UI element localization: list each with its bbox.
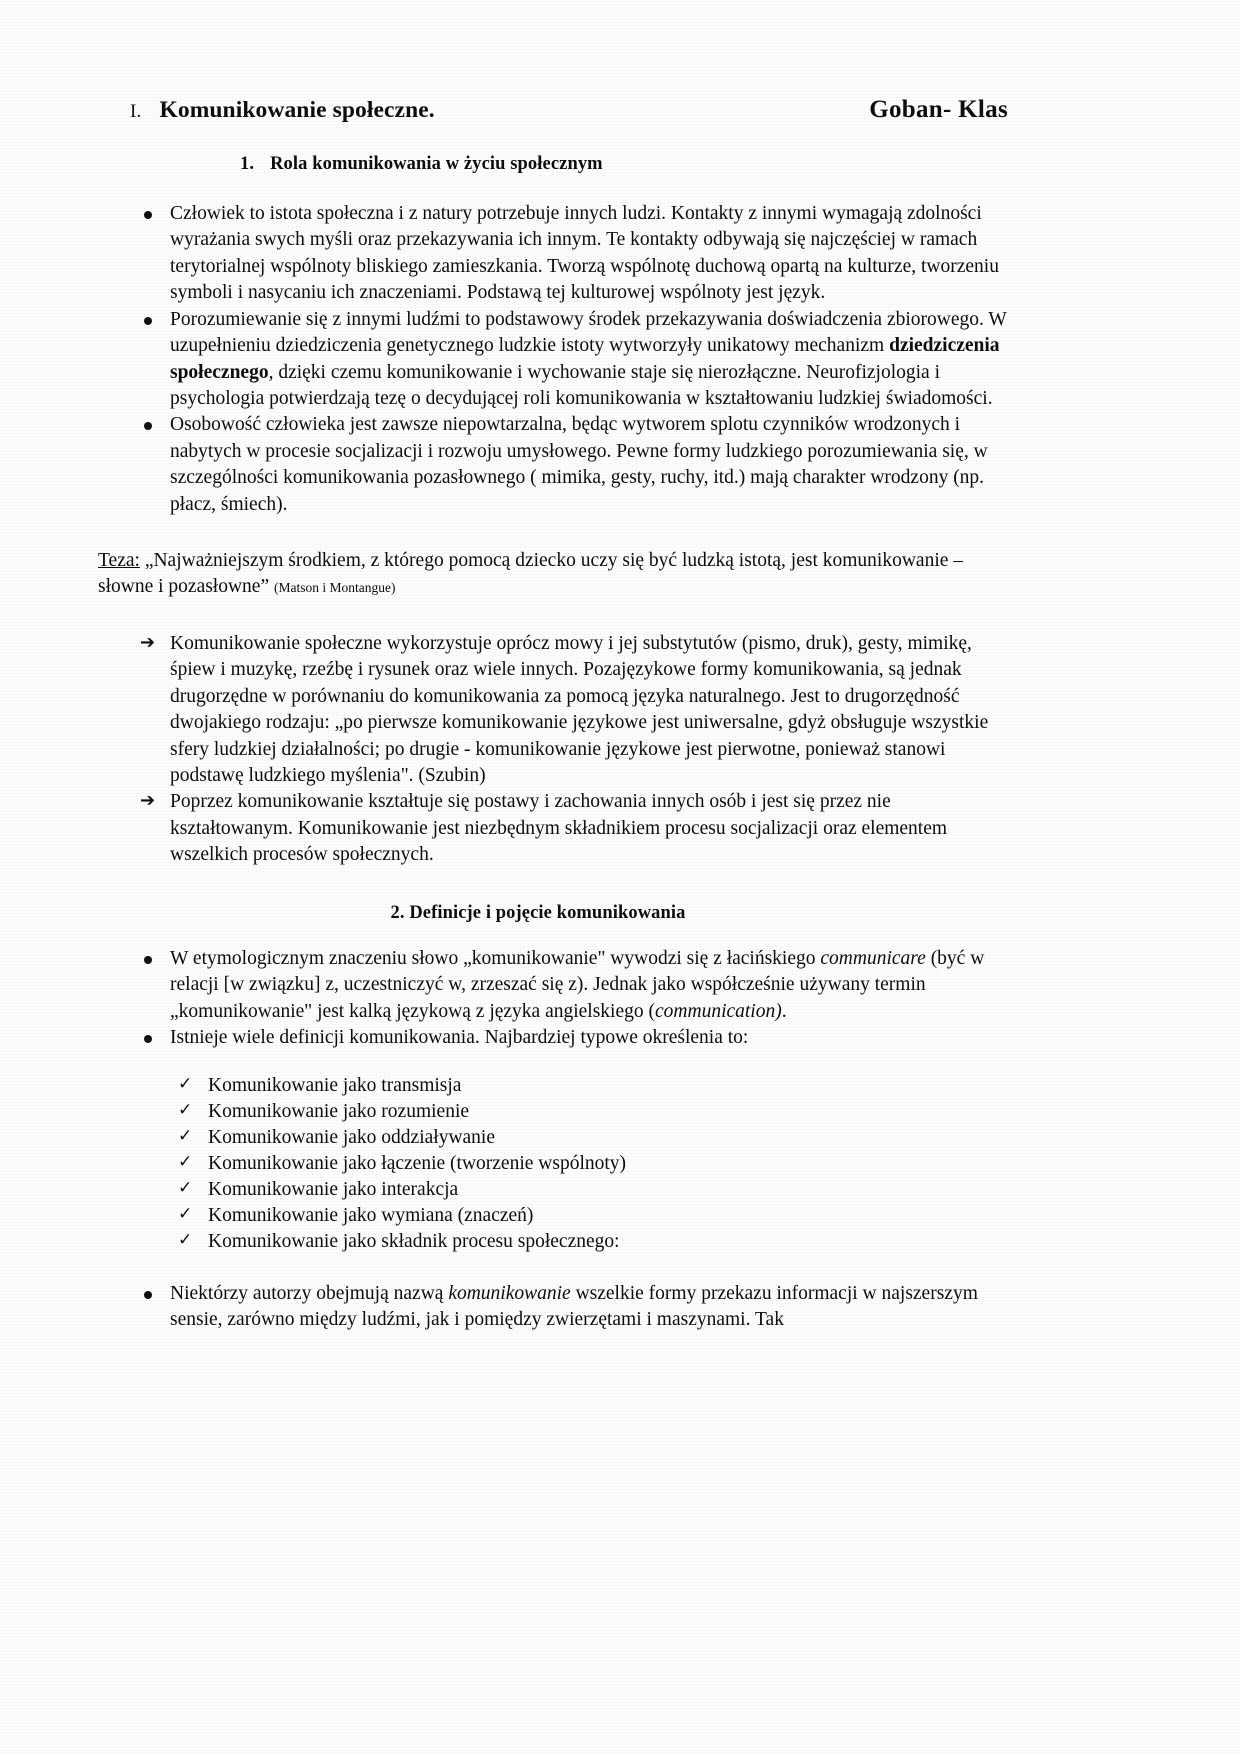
text-run: communicare — [820, 947, 926, 969]
list-item — [98, 1151, 1018, 1177]
text-run: Istnieje wiele definicji komunikowania. Najbardziej typowe określenia to: — [170, 1026, 749, 1048]
page-title: Komunikowanie społeczne. — [159, 97, 435, 123]
bullet-list-1 — [98, 201, 1018, 518]
document-content — [98, 96, 1018, 1334]
author-name: Goban- Klas — [869, 96, 1008, 123]
text-run: Osobowość człowieka jest zawsze niepowtarzalna, będąc wytworem splotu czynników wrodzonych i nabytych w procesie socjalizacji i rozwoju umysłowego. Pewne formy ludzkiego porozumiewania się, w szczególności komunikowania pozasłownego ( mimika, gesty, ruchy, itd.) mają charakter wrodzony (np. płacz, śmiech). — [170, 414, 988, 515]
list-item-text: Komunikowanie jako łączenie (tworzenie wspólnoty) — [208, 1153, 627, 1175]
section-1-number: 1. — [240, 154, 255, 174]
text-run: komunikowanie — [448, 1282, 571, 1304]
list-item — [98, 1073, 1018, 1099]
thesis-paragraph — [98, 548, 1018, 601]
text-run: W etymologicznym znaczeniu słowo „komunikowanie" wywodzi się z łacińskiego — [170, 947, 821, 969]
arrow-list — [98, 631, 1018, 869]
text-run: dziedziczenia społecznego — [170, 335, 1000, 383]
document-header — [98, 96, 1018, 124]
check-icon: ✓ — [178, 1100, 193, 1121]
list-item — [98, 1099, 1018, 1125]
list-item — [98, 412, 1018, 518]
text-run: Niektórzy autorzy obejmują nazwą — [170, 1282, 449, 1304]
arrow-right-icon: ➔ — [140, 790, 156, 812]
thesis-label: Teza: — [98, 550, 140, 572]
text-run: wszelkie formy przekazu informacji w najszerszym sensie, zarówno między ludźmi, jak i pomiędzy zwierzętami i maszynami. Tak — [170, 1282, 978, 1331]
text-run: , dzięki czemu komunikowanie i wychowanie staje się nierozłączne. Neurofizjologia i psychologia potwierdzają tezę o decydującej roli komunikowania w kształtowaniu ludzkiej świadomości. — [170, 361, 993, 409]
list-item — [98, 307, 1018, 413]
check-icon: ✓ — [178, 1152, 193, 1173]
bullet-list-3 — [98, 1281, 1018, 1334]
list-item — [98, 631, 1018, 790]
chapter-heading — [98, 97, 435, 124]
list-item-text: Komunikowanie jako interakcja — [208, 1179, 459, 1201]
list-item-text: Komunikowanie jako transmisja — [208, 1075, 462, 1097]
section-1-heading — [98, 154, 1018, 175]
list-item — [98, 1025, 1018, 1051]
text-run: . — [781, 1000, 787, 1022]
arrow-right-icon: ➔ — [140, 631, 156, 653]
section-2-heading: 2. Definicje i pojęcie komunikowania — [390, 902, 686, 923]
list-item — [98, 1177, 1018, 1203]
list-item — [98, 1281, 1018, 1334]
list-item-text: Komunikowanie jako składnik procesu społecznego: — [208, 1230, 620, 1252]
text-run: (być w relacji [w związku] z, uczestniczyć w, zrzeszać się z). Jednak jako współcześnie używany termin „komunikowanie" jest kalką językową z języka angielskiego ( — [170, 947, 985, 1022]
list-item — [98, 789, 1018, 868]
list-item — [98, 946, 1018, 1025]
thesis-citation: (Matson i Montangue) — [274, 580, 396, 596]
thesis-quote: „Najważniejszym środkiem, z którego pomocą dziecko uczy się być ludzką istotą, jest komunikowanie – słowne i pozasłowne” — [98, 550, 964, 598]
check-icon: ✓ — [178, 1204, 193, 1224]
list-item — [98, 1125, 1018, 1151]
text-run: Porozumiewanie się z innymi ludźmi to podstawowy środek przekazywania doświadczenia zbiorowego. W uzupełnieniu dziedziczenia genetycznego ludzkie istoty wytworzyły unikatowy mechanizm — [170, 308, 1007, 357]
list-item-text: Komunikowanie jako wymiana (znaczeń) — [208, 1205, 534, 1226]
check-icon: ✓ — [178, 1178, 193, 1199]
list-item-text: Poprzez komunikowanie kształtuje się postawy i zachowania innych osób i jest się przez nie kształtowanym. Komunikowanie jest niezbędnym składnikiem procesu socjalizacji oraz elementem wszelkich procesów społecznych. — [170, 791, 948, 866]
list-item-text: Komunikowanie jako rozumienie — [208, 1101, 470, 1123]
text-run: Człowiek to istota społeczna i z natury potrzebuje innych ludzi. Kontakty z innymi wymagają zdolności wyrażania swych myśli oraz przekazywania ich innym. Te kontakty odbywają się najczęściej w ramach terytorialnej wspólnoty bliskiego zamieszkania. Tworzą wspólnotę duchową opartą na kulturze, tworzeniu symboli i nasycaniu ich znaczeniami. Podstawą tej kulturowej wspólnoty jest język. — [170, 203, 999, 304]
check-icon: ✓ — [178, 1126, 193, 1147]
list-item — [98, 1203, 1018, 1229]
list-item — [98, 201, 1018, 307]
bullet-list-2 — [98, 946, 1018, 1052]
text-run: communication) — [655, 1000, 782, 1022]
list-item — [98, 1229, 1018, 1255]
chapter-numeral: I. — [130, 101, 142, 122]
list-item-text: Komunikowanie jako oddziaływanie — [208, 1127, 496, 1149]
list-item-text: Komunikowanie społeczne wykorzystuje oprócz mowy i jej substytutów (pismo, druk), gesty, mimikę, śpiew i muzykę, rzeźbę i rysunek oraz wiele innych. Pozajęzykowe formy komunikowania, są jednak drugorzędne w porównaniu do komunikowania za pomocą języka naturalnego. Jest to drugorzędność dwojakiego rodzaju: „po pierwsze komunikowanie językowe jest uniwersalne, gdyż obsługuje wszystkie sfery ludzkiej działalności; po drugie - komunikowanie językowe jest pierwotne, ponieważ stanowi podstawę ludzkiego myślenia". (Szubin) — [170, 632, 989, 787]
check-list — [98, 1073, 1018, 1254]
section-1-title: Rola komunikowania w życiu społecznym — [270, 154, 603, 174]
check-icon: ✓ — [178, 1229, 193, 1250]
check-icon: ✓ — [178, 1074, 193, 1095]
